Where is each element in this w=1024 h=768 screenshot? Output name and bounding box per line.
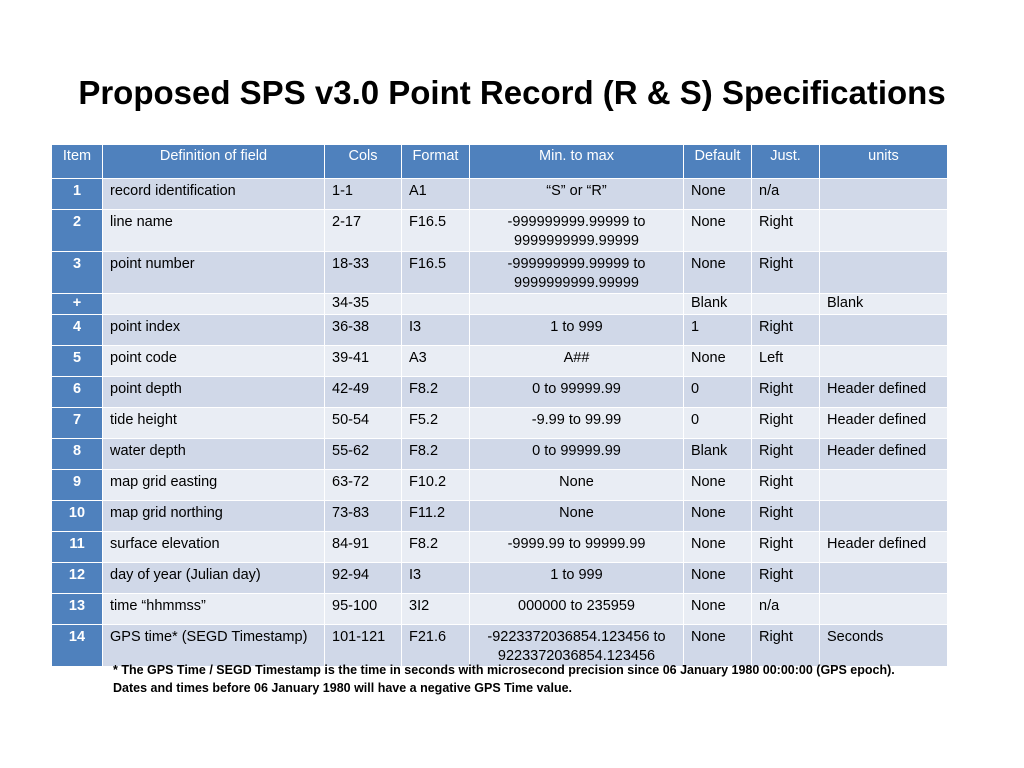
cell-item: 12 bbox=[52, 563, 103, 594]
cell-justification: Right bbox=[752, 501, 820, 532]
header-default: Default bbox=[684, 145, 752, 179]
cell-format: F8.2 bbox=[402, 532, 470, 563]
cell-item: 9 bbox=[52, 470, 103, 501]
cell-format: F5.2 bbox=[402, 408, 470, 439]
cell-justification: Right bbox=[752, 470, 820, 501]
cell-justification: Right bbox=[752, 210, 820, 252]
cell-definition: map grid easting bbox=[103, 470, 325, 501]
cell-min-max: 1 to 999 bbox=[470, 315, 684, 346]
header-min-max: Min. to max bbox=[470, 145, 684, 179]
cell-units: Blank bbox=[820, 294, 948, 315]
cell-default: None bbox=[684, 346, 752, 377]
cell-justification bbox=[752, 294, 820, 315]
footnote-line-2: Dates and times before 06 January 1980 will have a negative GPS Time value. bbox=[113, 681, 573, 695]
cell-min-max: -9.99 to 99.99 bbox=[470, 408, 684, 439]
footnote-line-1: * The GPS Time / SEGD Timestamp is the time in seconds with microsecond precision since 06 January 1980 00:00:00 (GPS epoch). bbox=[113, 663, 895, 677]
cell-format: F8.2 bbox=[402, 439, 470, 470]
header-justification: Just. bbox=[752, 145, 820, 179]
cell-item: 1 bbox=[52, 179, 103, 210]
cell-format: A1 bbox=[402, 179, 470, 210]
cell-units: Header defined bbox=[820, 377, 948, 408]
cell-cols: 55-62 bbox=[325, 439, 402, 470]
specification-table bbox=[51, 144, 948, 667]
table-header-row bbox=[52, 145, 948, 179]
table-row bbox=[52, 294, 948, 315]
cell-default: None bbox=[684, 532, 752, 563]
cell-units bbox=[820, 252, 948, 294]
cell-format: I3 bbox=[402, 315, 470, 346]
cell-item: 2 bbox=[52, 210, 103, 252]
cell-item: 8 bbox=[52, 439, 103, 470]
cell-units: Header defined bbox=[820, 532, 948, 563]
cell-min-max: -9223372036854.123456 to 9223372036854.123456 bbox=[470, 625, 684, 667]
table-row bbox=[52, 210, 948, 252]
cell-min-max: 0 to 99999.99 bbox=[470, 377, 684, 408]
table-row bbox=[52, 594, 948, 625]
footnote bbox=[113, 661, 973, 697]
cell-min-max: 0 to 99999.99 bbox=[470, 439, 684, 470]
cell-item: 13 bbox=[52, 594, 103, 625]
cell-cols: 63-72 bbox=[325, 470, 402, 501]
cell-justification: n/a bbox=[752, 179, 820, 210]
cell-definition: surface elevation bbox=[103, 532, 325, 563]
cell-format: F16.5 bbox=[402, 210, 470, 252]
cell-min-max: -999999999.99999 to 9999999999.99999 bbox=[470, 210, 684, 252]
cell-justification: Right bbox=[752, 315, 820, 346]
table-row bbox=[52, 346, 948, 377]
cell-format: F11.2 bbox=[402, 501, 470, 532]
cell-units bbox=[820, 470, 948, 501]
cell-units bbox=[820, 315, 948, 346]
cell-default: None bbox=[684, 594, 752, 625]
cell-definition: point code bbox=[103, 346, 325, 377]
cell-cols: 18-33 bbox=[325, 252, 402, 294]
cell-min-max: “S” or “R” bbox=[470, 179, 684, 210]
cell-item: 3 bbox=[52, 252, 103, 294]
header-cols: Cols bbox=[325, 145, 402, 179]
cell-cols: 92-94 bbox=[325, 563, 402, 594]
table-row bbox=[52, 408, 948, 439]
cell-item: + bbox=[52, 294, 103, 315]
cell-default: None bbox=[684, 563, 752, 594]
cell-units: Header defined bbox=[820, 408, 948, 439]
cell-justification: Right bbox=[752, 439, 820, 470]
header-item: Item bbox=[52, 145, 103, 179]
cell-justification: Right bbox=[752, 377, 820, 408]
cell-cols: 42-49 bbox=[325, 377, 402, 408]
cell-default: None bbox=[684, 501, 752, 532]
cell-definition: point index bbox=[103, 315, 325, 346]
cell-cols: 39-41 bbox=[325, 346, 402, 377]
cell-units: Header defined bbox=[820, 439, 948, 470]
cell-min-max: None bbox=[470, 501, 684, 532]
cell-format: F10.2 bbox=[402, 470, 470, 501]
cell-item: 4 bbox=[52, 315, 103, 346]
header-units: units bbox=[820, 145, 948, 179]
cell-min-max: None bbox=[470, 470, 684, 501]
cell-units bbox=[820, 594, 948, 625]
cell-justification: n/a bbox=[752, 594, 820, 625]
cell-default: None bbox=[684, 210, 752, 252]
cell-justification: Right bbox=[752, 252, 820, 294]
cell-definition: GPS time* (SEGD Timestamp) bbox=[103, 625, 325, 667]
cell-min-max: 1 to 999 bbox=[470, 563, 684, 594]
cell-cols: 1-1 bbox=[325, 179, 402, 210]
cell-min-max: A## bbox=[470, 346, 684, 377]
cell-default: None bbox=[684, 470, 752, 501]
table-row bbox=[52, 501, 948, 532]
cell-definition: tide height bbox=[103, 408, 325, 439]
cell-min-max: -999999999.99999 to 9999999999.99999 bbox=[470, 252, 684, 294]
table-body bbox=[52, 179, 948, 667]
header-format: Format bbox=[402, 145, 470, 179]
cell-format: F8.2 bbox=[402, 377, 470, 408]
cell-justification: Right bbox=[752, 532, 820, 563]
cell-justification: Right bbox=[752, 408, 820, 439]
cell-justification: Left bbox=[752, 346, 820, 377]
cell-default: None bbox=[684, 625, 752, 667]
cell-definition: point depth bbox=[103, 377, 325, 408]
cell-definition: point number bbox=[103, 252, 325, 294]
cell-default: 0 bbox=[684, 408, 752, 439]
cell-format: F21.6 bbox=[402, 625, 470, 667]
cell-cols: 36-38 bbox=[325, 315, 402, 346]
cell-item: 11 bbox=[52, 532, 103, 563]
table-row bbox=[52, 439, 948, 470]
cell-default: Blank bbox=[684, 294, 752, 315]
cell-format bbox=[402, 294, 470, 315]
cell-units bbox=[820, 346, 948, 377]
cell-cols: 95-100 bbox=[325, 594, 402, 625]
cell-definition: day of year (Julian day) bbox=[103, 563, 325, 594]
cell-cols: 73-83 bbox=[325, 501, 402, 532]
cell-cols: 2-17 bbox=[325, 210, 402, 252]
cell-item: 7 bbox=[52, 408, 103, 439]
table-row bbox=[52, 377, 948, 408]
cell-format: I3 bbox=[402, 563, 470, 594]
cell-format: F16.5 bbox=[402, 252, 470, 294]
cell-definition: record identification bbox=[103, 179, 325, 210]
cell-definition: time “hhmmss” bbox=[103, 594, 325, 625]
table-row bbox=[52, 563, 948, 594]
cell-min-max: 000000 to 235959 bbox=[470, 594, 684, 625]
cell-justification: Right bbox=[752, 563, 820, 594]
cell-item: 14 bbox=[52, 625, 103, 667]
cell-item: 6 bbox=[52, 377, 103, 408]
cell-units: Seconds bbox=[820, 625, 948, 667]
cell-format: 3I2 bbox=[402, 594, 470, 625]
cell-units bbox=[820, 501, 948, 532]
cell-cols: 84-91 bbox=[325, 532, 402, 563]
cell-definition: water depth bbox=[103, 439, 325, 470]
cell-format: A3 bbox=[402, 346, 470, 377]
table-row bbox=[52, 179, 948, 210]
cell-item: 5 bbox=[52, 346, 103, 377]
cell-units bbox=[820, 563, 948, 594]
cell-item: 10 bbox=[52, 501, 103, 532]
cell-min-max: -9999.99 to 99999.99 bbox=[470, 532, 684, 563]
cell-default: 0 bbox=[684, 377, 752, 408]
cell-definition: line name bbox=[103, 210, 325, 252]
header-definition: Definition of field bbox=[103, 145, 325, 179]
cell-definition bbox=[103, 294, 325, 315]
cell-cols: 101-121 bbox=[325, 625, 402, 667]
table-row bbox=[52, 252, 948, 294]
table-row bbox=[52, 532, 948, 563]
table-row bbox=[52, 315, 948, 346]
cell-default: 1 bbox=[684, 315, 752, 346]
cell-units bbox=[820, 179, 948, 210]
cell-justification: Right bbox=[752, 625, 820, 667]
cell-cols: 50-54 bbox=[325, 408, 402, 439]
cell-cols: 34-35 bbox=[325, 294, 402, 315]
cell-units bbox=[820, 210, 948, 252]
table-row bbox=[52, 470, 948, 501]
cell-default: None bbox=[684, 252, 752, 294]
cell-min-max bbox=[470, 294, 684, 315]
slide-title: Proposed SPS v3.0 Point Record (R & S) Specifications bbox=[78, 74, 946, 111]
cell-default: Blank bbox=[684, 439, 752, 470]
cell-definition: map grid northing bbox=[103, 501, 325, 532]
cell-default: None bbox=[684, 179, 752, 210]
